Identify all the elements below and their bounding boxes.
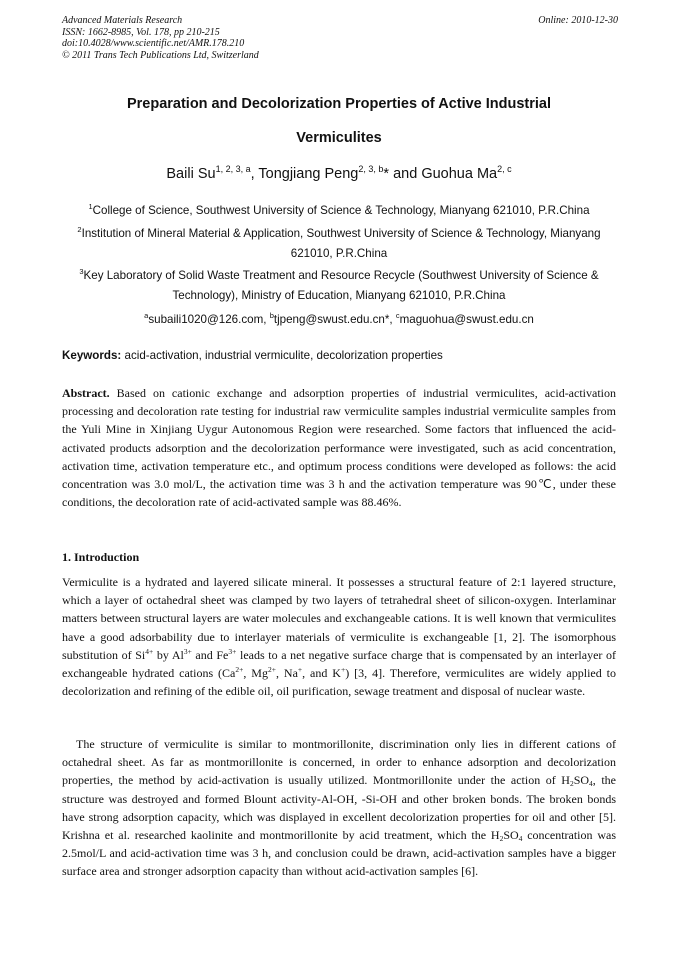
text-run: , Na xyxy=(275,666,298,681)
text-run: , and K xyxy=(302,666,341,681)
title-line-1: Preparation and Decolorization Properties of Active Industrial xyxy=(126,96,552,112)
author-2: Tongjiang Peng xyxy=(258,166,359,182)
email-c: maguohua@swust.edu.cn xyxy=(399,313,534,326)
superscript: + xyxy=(340,665,346,675)
text-run: SO xyxy=(573,773,590,788)
intro-paragraph-1 xyxy=(62,573,616,700)
superscript: 3+ xyxy=(183,646,192,656)
title-line-2: Vermiculites xyxy=(296,130,382,146)
author-separator: , xyxy=(250,166,259,182)
intro-paragraph-2 xyxy=(62,735,616,881)
text-run: The structure of vermiculite is similar to montmorillonite, discrimination only lies in different cations of octahedral sheet. As far as montmorillonite is concerned, in order to enhance adsorption and decolorization properties, the method by acid-activation is usually utilized. Montmorillonite under the action of H xyxy=(62,737,616,788)
affiliation-3-sup: 3 xyxy=(79,267,84,276)
superscript: 4+ xyxy=(145,646,154,656)
abstract-label: Abstract. xyxy=(62,386,110,400)
author-1: Baili Su xyxy=(166,166,216,182)
superscript: 3+ xyxy=(228,646,237,656)
journal-issn: ISSN: 1662-8985, Vol. 178, pp 210-215 xyxy=(62,26,220,38)
paper-title xyxy=(62,87,616,155)
email-b: tjpeng@swust.edu.cn*, xyxy=(273,313,396,326)
text-run: , the structure was destroyed and formed Blount activity-Al-OH, -Si-OH and other broken bonds. The broken bonds have strong adsorption capacity, which was displayed in excellent decolorization properties for oil and other [5]. Krishna et al. researched kaolinite and montmorillonite by acid treatment, which the H xyxy=(62,773,616,843)
text-run: SO xyxy=(503,828,519,843)
text-run: ) [3, 4]. Therefore, vermiculites are widely applied to decolorization and refining of the edible oil, oil purification, sewage treatment and disposal of nuclear waste. xyxy=(62,666,616,699)
text-run: concentration was 2.5mol/L and acid-activation time was 3 h, and conclusion could be drawn, acid-activation samples have a bigger surface area and stronger adsorption capacity than without acid-activation samples [6]. xyxy=(62,828,616,879)
author-3: Guohua Ma xyxy=(421,166,498,182)
text-run: and Fe xyxy=(191,647,229,662)
author-list xyxy=(62,164,616,184)
affiliation-1-text: College of Science, Southwest University of Science & Technology, Mianyang 621010, P.R.China xyxy=(92,204,590,217)
subscript: 2 xyxy=(569,779,574,789)
superscript: 2+ xyxy=(235,665,244,675)
subscript: 4 xyxy=(589,779,593,789)
text-run: by Al xyxy=(153,647,184,662)
text-run: leads to a net negative surface charge that is compensated by an interlayer of exchangeable hydrated cations (Ca xyxy=(62,647,617,681)
email-c-sup: c xyxy=(395,311,400,320)
journal-copyright: © 2011 Trans Tech Publications Ltd, Switzerland xyxy=(62,49,259,61)
affiliation-2 xyxy=(62,224,616,264)
author-1-sup: 1, 2, 3, a xyxy=(215,164,251,174)
author-2-sup: 2, 3, b xyxy=(358,164,384,174)
superscript: 2+ xyxy=(267,665,276,675)
subscript: 2 xyxy=(499,834,504,844)
author-separator: and xyxy=(389,166,422,182)
abstract xyxy=(62,384,616,511)
email-b-sup: b xyxy=(269,311,274,320)
keywords xyxy=(62,346,616,366)
journal-doi: doi:10.4028/www.scientific.net/AMR.178.210 xyxy=(62,38,245,49)
email-list xyxy=(62,310,616,330)
affiliation-1 xyxy=(62,201,616,221)
subscript: 4 xyxy=(518,834,523,844)
section-heading-introduction: 1. Introduction xyxy=(62,550,140,564)
journal-header xyxy=(62,15,618,61)
keywords-text: acid-activation, industrial vermiculite, decolorization properties xyxy=(121,349,443,362)
email-a-sup: a xyxy=(144,311,149,320)
corresponding-star: * xyxy=(383,166,390,182)
author-3-sup: 2, c xyxy=(497,164,512,174)
affiliation-3 xyxy=(62,266,616,306)
online-date: Online: 2010-12-30 xyxy=(538,15,618,26)
abstract-text: Based on cationic exchange and adsorption properties of industrial vermiculites, acid-activation processing and decoloration rate testing for industrial raw vermiculite samples industrial vermiculite samples from the Yuli Mine in Xinjiang Uygur Autonomous Region were researched. Some factors that influenced the acid-activated products adsorption and the decolorization performance were investigated, such as acid concentration, activation time, activation temperature etc., and optimum process conditions were developed as follows: the acid concentration was 3.0 mol/L, the activation time was 3 h and the activation temperature was 90℃, under these conditions, the decoloration rate of acid-activated sample was 88.46%. xyxy=(62,386,616,510)
affiliation-2-sup: 2 xyxy=(77,225,82,234)
email-a: subaili1020@126.com, xyxy=(148,313,270,326)
superscript: + xyxy=(297,665,303,675)
affiliation-2-text: Institution of Mineral Material & Application, Southwest University of Science & Technology, Mianyang 621010, P.R.China xyxy=(81,227,601,260)
keywords-label: Keywords: xyxy=(62,349,122,362)
journal-name: Advanced Materials Research xyxy=(62,15,183,26)
affiliation-3-text: Key Laboratory of Solid Waste Treatment and Resource Recycle (Southwest University of Science & Technology), Ministry of Education, Mianyang 621010, P.R.China xyxy=(83,269,599,302)
text-run: Vermiculite is a hydrated and layered silicate mineral. It possesses a structural feature of 2:1 layered structure, which a layer of octahedral sheet was clamped by two layers of tetrahedral sheet of silicon-oxygen. Interlaminar matters between structural layers are water molecules and exchangeable cations. It is well known that vermiculites have a good adsorbability due to interlayer materials of vermiculite is exchangeable [1, 2]. The isomorphous substitution of Si xyxy=(62,575,616,662)
affiliation-1-sup: 1 xyxy=(88,202,93,211)
text-run: , Mg xyxy=(243,666,268,681)
